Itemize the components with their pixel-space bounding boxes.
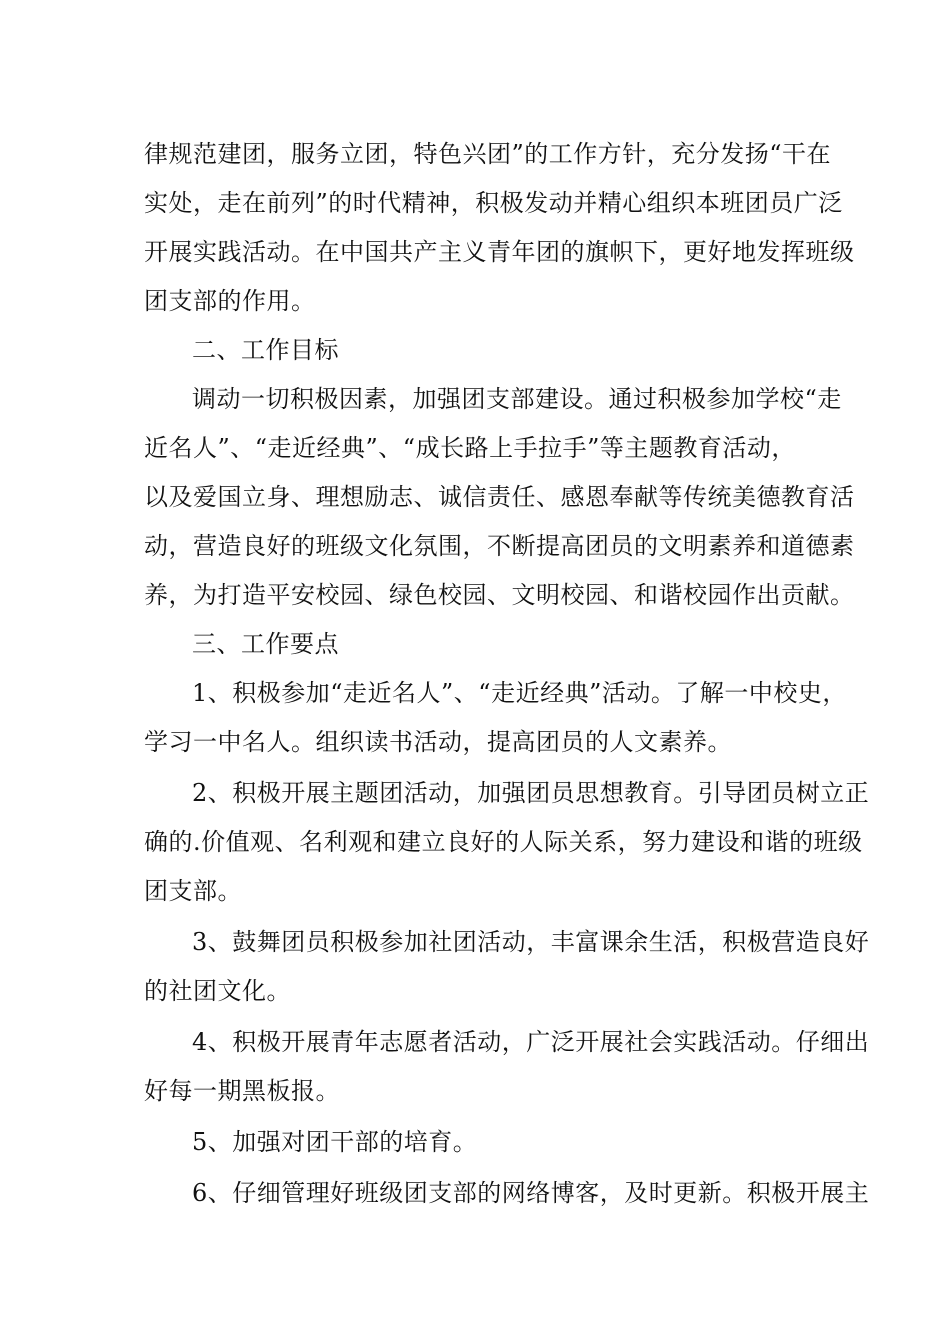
text-line: 调动一切积极因素，加强团支部建设。通过积极参加学校“走 [192,385,842,413]
text-line: 好每一期黑板报。 [144,1077,340,1105]
text-line: 2、积极开展主题团活动，加强团员思想教育。引导团员树立正 [192,779,870,807]
text-line: 的社团文化。 [144,977,291,1005]
document-body [144,130,870,1218]
text-line: 4、积极开展青年志愿者活动，广泛开展社会实践活动。仔细出 [192,1028,870,1056]
text-line: 近名人”、“走近经典”、“成长路上手拉手”等主题教育活动， [144,434,796,462]
text-line: 实处，走在前列”的时代精神，积极发动并精心组织本班团员广泛 [144,189,843,217]
text-line: 开展实践活动。在中国共产主义青年团的旗帜下，更好地发挥班级 [144,238,855,266]
text-line: 5、加强对团干部的培育。 [192,1128,478,1156]
section-heading: 二、工作目标 [192,336,339,364]
section-heading: 三、工作要点 [192,630,339,658]
text-line: 动，营造良好的班级文化氛围，不断提高团员的文明素养和道德素 [144,532,855,560]
text-line: 3、鼓舞团员积极参加社团活动，丰富课余生活，积极营造良好 [192,928,870,956]
text-line: 确的.价值观、名利观和建立良好的人际关系，努力建设和谐的班级 [144,828,863,856]
text-line: 团支部。 [144,877,242,905]
text-line: 养，为打造平安校园、绿色校园、文明校园、和谐校园作出贡献。 [144,581,855,609]
text-line: 6、仔细管理好班级团支部的网络博客，及时更新。积极开展主 [192,1179,870,1207]
text-line: 以及爱国立身、理想励志、诚信责任、感恩奉献等传统美德教育活 [144,483,855,511]
text-line: 1、积极参加“走近名人”、“走近经典”活动。了解一中校史， [192,679,847,707]
text-line: 学习一中名人。组织读书活动，提高团员的人文素养。 [144,728,732,756]
text-line: 团支部的作用。 [144,287,316,315]
text-line: 律规范建团，服务立团，特色兴团”的工作方针，充分发扬“干在 [144,140,832,168]
